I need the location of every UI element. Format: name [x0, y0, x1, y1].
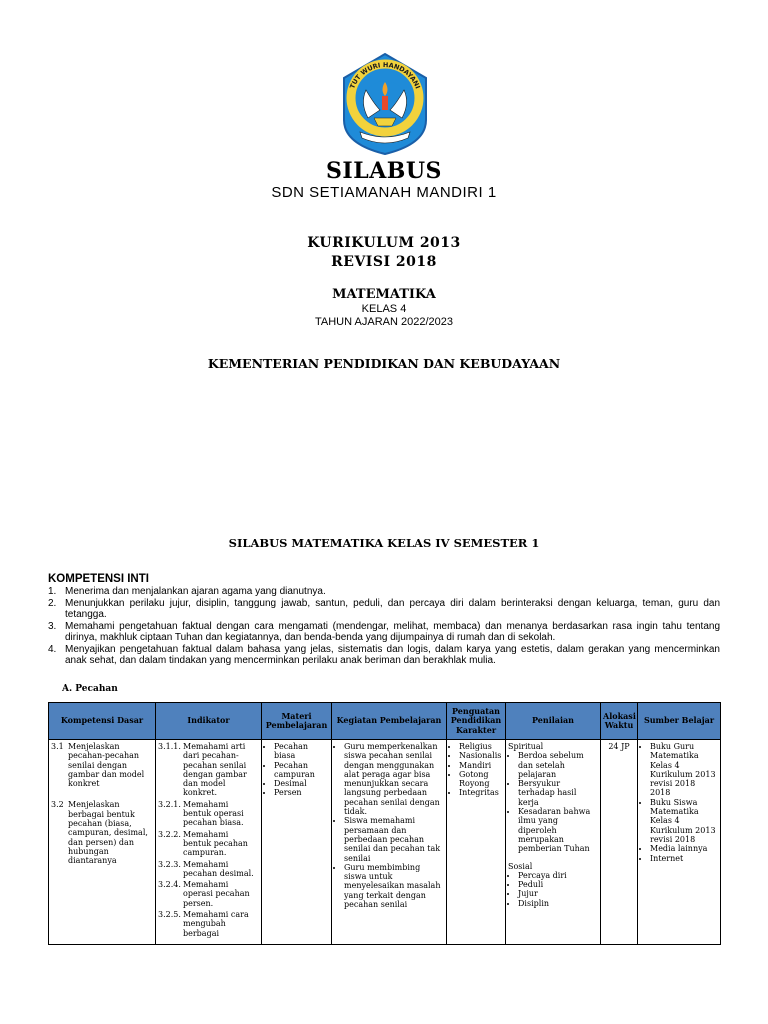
list-item: • Siswa memahami persamaan dan perbedaan pecahan senilai dan pecahan tak senilai: [344, 816, 444, 862]
list-item: • Disiplin: [518, 899, 598, 908]
list-item: • Nasionalis: [459, 751, 503, 760]
indikator-item: 3.2.3. Memahami pecahan desimal.: [158, 859, 254, 878]
subject: MATEMATIKA: [332, 287, 436, 302]
ki-text: Menyajikan pengetahuan faktual dalam bahasa yang jelas, sistematis dan logis, dalam karya yang estetis, dalam gerakan yang mencerminkan anak sehat, dan dalam tindakan yang mencerminkan perilaku anak beriman dan berakhlak mulia.: [65, 643, 720, 666]
indikator-item: 3.2.5. Memahami cara mengubah berbagai: [158, 910, 249, 938]
kegiatan-cell: [332, 740, 447, 945]
karakter-list: [449, 742, 503, 798]
column-header: Indikator: [156, 703, 262, 740]
spiritual-list: [508, 751, 598, 853]
kompetensi-inti-list: [48, 586, 720, 667]
revision: REVISI 2018: [331, 254, 437, 270]
document-title: SILABUS: [326, 158, 442, 184]
ki-number: 3.: [48, 620, 57, 632]
list-item: • Jujur: [518, 889, 598, 898]
list-item: • Media lainnya: [650, 844, 718, 853]
kd-item: 3.1 Menjelaskan pecahan-pecahan senilai dengan gambar dan model konkret: [51, 742, 145, 789]
column-header: Kegiatan Pembelajaran: [332, 703, 447, 740]
karakter-cell: [447, 740, 506, 945]
penilaian-sosial-label: Sosial: [508, 861, 533, 871]
list-item: • Persen: [274, 788, 329, 797]
tut-wuri-handayani-logo: [330, 48, 440, 158]
list-item: • Peduli: [518, 880, 598, 889]
ki-item: [48, 598, 720, 621]
list-item: • Percaya diri: [518, 871, 598, 880]
list-item: • Internet: [650, 854, 718, 863]
table-row: [49, 740, 721, 945]
sumber-cell: [638, 740, 721, 945]
materi-cell: [262, 740, 332, 945]
ki-number: 1.: [48, 586, 57, 597]
sumber-list: [640, 742, 718, 863]
ministry: KEMENTERIAN PENDIDIKAN DAN KEBUDAYAAN: [207, 356, 561, 371]
list-item: • Gotong Royong: [459, 770, 503, 789]
ki-text: Menerima dan menjalankan ajaran agama yang dianutnya.: [65, 586, 326, 597]
ki-number: 4.: [48, 643, 57, 655]
curriculum: KURIKULUM 2013: [307, 235, 461, 251]
indikator-item: 3.2.2. Memahami bentuk pecahan campuran.: [158, 829, 248, 858]
syllabus-table: [48, 702, 721, 945]
list-item: • Guru membimbing siswa untuk menyelesaikan masalah yang terkait dengan pecahan senilai: [344, 863, 444, 909]
column-header: Kompetensi Dasar: [49, 703, 156, 740]
ki-text: Menunjukkan perilaku jujur, disiplin, tanggung jawab, santun, peduli, dan percaya diri dalam berinteraksi dengan keluarga, teman, guru dan tetangga.: [65, 597, 720, 620]
kompetensi-inti-heading: KOMPETENSI INTI: [48, 573, 149, 585]
grade: KELAS 4: [361, 303, 407, 315]
column-header: Materi Pembelajaran: [262, 703, 332, 740]
list-item: • Religius: [459, 742, 503, 751]
list-item: • Bersyukur terhadap hasil kerja: [518, 779, 598, 807]
school-year: TAHUN AJARAN 2022/2023: [315, 316, 453, 328]
materi-list: [264, 742, 329, 798]
section-label: A. Pecahan: [62, 684, 118, 694]
alokasi-cell: 24 JP: [601, 740, 638, 945]
logo-motto: TUT WURI HANDAYANI: [348, 60, 422, 90]
indikator-item: 3.2.1. Memahami bentuk operasi pecahan biasa.: [158, 799, 244, 828]
column-header: Alokasi Waktu: [601, 703, 638, 740]
indikator-cell: [156, 740, 262, 945]
indikator-item: 3.1.1. Memahami arti dari pecahan-pecahan senilai dengan gambar dan model konkret.: [158, 742, 247, 798]
list-item: • Pecahan biasa: [274, 742, 329, 761]
list-item: • Mandiri: [459, 761, 503, 770]
list-item: • Kesadaran bahwa ilmu yang diperoleh merupakan pemberian Tuhan: [518, 807, 598, 853]
column-header: Penilaian: [506, 703, 601, 740]
kd-item: 3.2 Menjelaskan berbagai bentuk pecahan (biasa, campuran, desimal, dan persen) dan hubungan diantaranya: [51, 800, 148, 866]
ki-item: [48, 621, 720, 644]
list-item: • Desimal: [274, 779, 329, 788]
list-item: • Berdoa sebelum dan setelah pelajaran: [518, 751, 598, 779]
indikator-item: 3.2.4. Memahami operasi pecahan persen.: [158, 880, 250, 908]
kd-cell: [49, 740, 156, 945]
ki-item: [48, 644, 720, 667]
list-item: • Integritas: [459, 788, 503, 797]
column-header: Penguatan Pendidikan Karakter: [447, 703, 506, 740]
ki-number: 2.: [48, 597, 57, 609]
ki-text: Memahami pengetahuan faktual dengan cara mengamati (mendengar, melihat, membaca) dan menanya berdasarkan rasa ingin tahu tentang dirinya, makhluk ciptaan Tuhan dan kegiatannya, dan benda-benda yang dijumpainya di rumah dan di sekolah.: [65, 620, 720, 643]
ki-item: [48, 586, 720, 598]
school-name: SDN SETIAMANAH MANDIRI 1: [271, 184, 497, 201]
list-item: • Buku Guru Matematika Kelas 4 Kurikulum 2013 revisi 2018 2018: [650, 742, 718, 798]
list-item: • Buku Siswa Matematika Kelas 4 Kurikulum 2013 revisi 2018: [650, 798, 718, 844]
list-item: • Pecahan campuran: [274, 761, 329, 780]
sosial-list: [508, 871, 598, 908]
penilaian-spiritual-label: Spiritual: [508, 742, 544, 751]
column-header: Sumber Belajar: [638, 703, 721, 740]
kegiatan-list: [334, 742, 444, 909]
penilaian-cell: [506, 740, 601, 945]
list-item: • Guru memperkenalkan siswa pecahan senilai dengan menggunakan alat peraga agar bisa menunjukkan secara langsung perbedaan pecahan senilai dengan tidak.: [344, 742, 444, 816]
table-header-row: [49, 703, 721, 740]
semester-title: SILABUS MATEMATIKA KELAS IV SEMESTER 1: [228, 536, 540, 550]
